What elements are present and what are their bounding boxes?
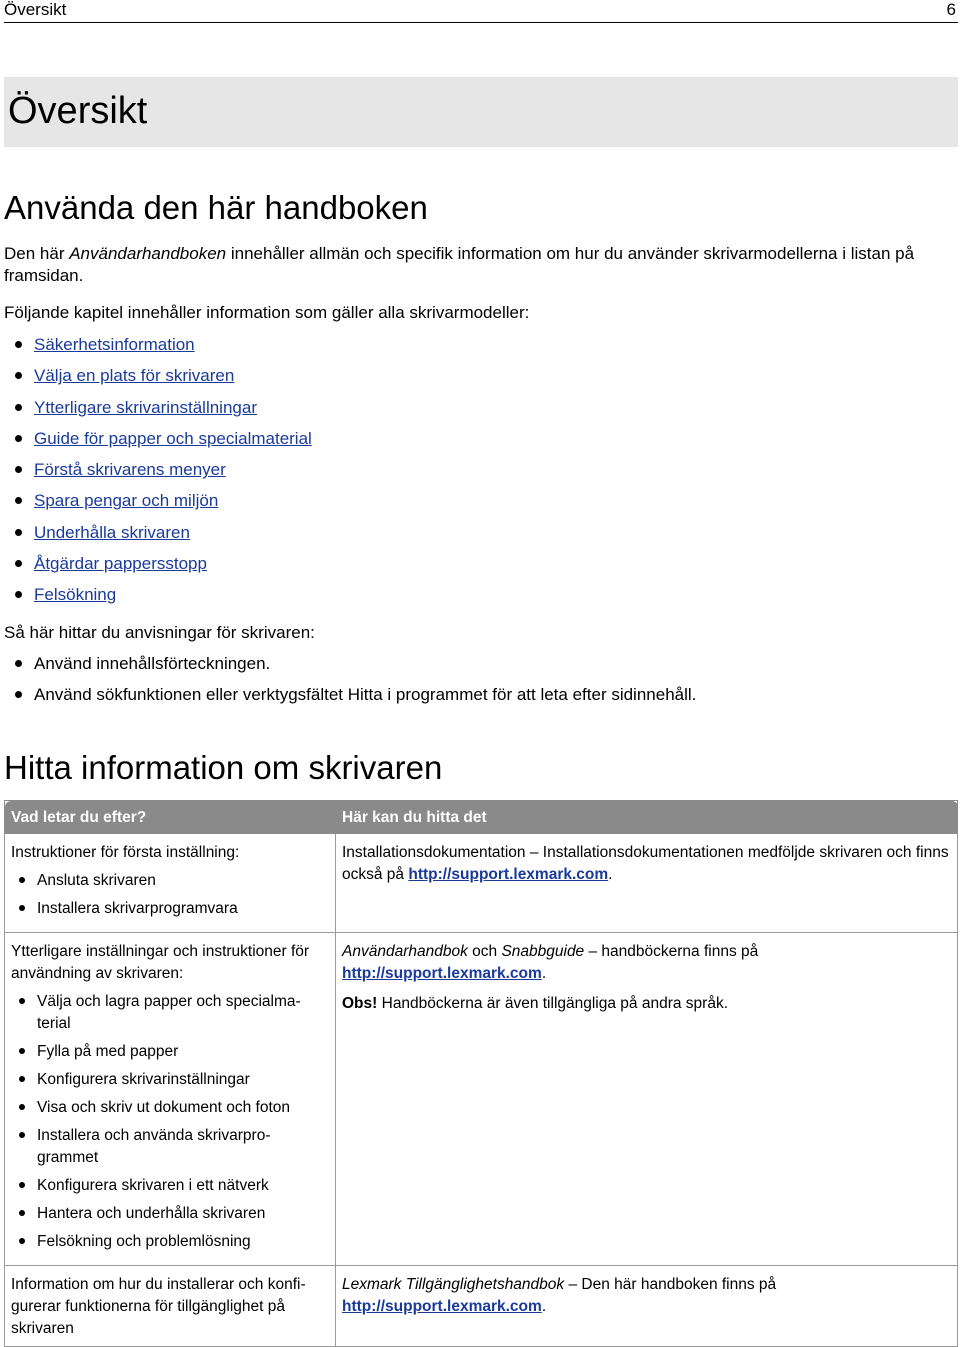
chapter-link[interactable]: Felsökning	[34, 585, 117, 605]
find-intro: Så här hittar du anvisningar för skrivaren:	[4, 623, 315, 642]
list-item: Konfigurera skrivarinställningar	[11, 1069, 329, 1091]
chapter-link[interactable]: Åtgärdar pappersstopp	[34, 554, 207, 574]
table-header-row	[5, 801, 958, 834]
table-cell: Lexmark Tillgänglighetshandbok – Den här handboken finns på http://support.lexmark.com.	[336, 1266, 958, 1347]
info-table	[4, 800, 958, 1347]
chapter-link[interactable]: Välja en plats för skrivaren	[34, 366, 235, 386]
support-link[interactable]: http://support.lexmark.com	[408, 866, 609, 883]
list-item: Fylla på med papper	[11, 1041, 329, 1063]
table-row	[5, 834, 958, 933]
chapter-link[interactable]: Förstå skrivarens menyer	[34, 460, 226, 480]
list-item	[4, 365, 312, 396]
list-item: Hantera och underhålla skrivaren	[11, 1203, 329, 1225]
table-row	[5, 933, 958, 1266]
running-header	[4, 0, 958, 23]
chapter-link[interactable]: Underhålla skrivaren	[34, 522, 190, 542]
list-item: Ansluta skrivaren	[11, 870, 329, 892]
find-list	[4, 653, 696, 716]
list-item: Använd sökfunktionen eller verktygsfältet Hitta i programmet för att leta efter sidinnehåll.	[4, 684, 696, 715]
table-row	[5, 1266, 958, 1347]
list-item: Felsökning och problemlösning	[11, 1231, 329, 1253]
column-header: Här kan du hitta det	[336, 801, 958, 834]
list-item: Installera skrivarprogramvara	[11, 898, 329, 920]
chapter-banner	[4, 77, 958, 147]
section-title-find-info: Hitta information om skrivaren	[4, 749, 443, 786]
list-item: Använd innehållsförteckningen.	[4, 653, 696, 684]
table-cell: Information om hur du installerar och konfi-gurerar funktionerna för tillgänglighet på skrivaren	[5, 1266, 336, 1347]
chapter-title: Översikt	[8, 90, 148, 132]
header-title: Översikt	[4, 0, 67, 19]
column-header: Vad letar du efter?	[5, 801, 336, 834]
list-item	[4, 397, 312, 428]
list-item	[4, 428, 312, 459]
chapter-link[interactable]: Guide för papper och specialmaterial	[34, 428, 312, 448]
list-item	[4, 584, 312, 615]
note-label: Obs!	[342, 995, 378, 1012]
table-cell: Instruktioner för första inställning: Ansluta skrivaren Installera skrivarprogramvara	[5, 834, 336, 933]
list-item: Visa och skriv ut dokument och foton	[11, 1097, 329, 1119]
list-item: Välja och lagra papper och specialma-terial	[11, 991, 329, 1035]
guide-name: Användarhandboken	[69, 244, 227, 263]
support-link[interactable]: http://support.lexmark.com	[342, 1298, 542, 1315]
list-item: Installera och använda skrivarpro-grammet	[11, 1125, 329, 1169]
list-item	[4, 522, 312, 553]
chapter-link[interactable]: Spara pengar och miljön	[34, 491, 219, 511]
note: Obs! Handböckerna är även tillgängliga på andra språk.	[342, 995, 729, 1012]
list-item	[4, 553, 312, 584]
chapter-link[interactable]: Ytterligare skrivarinställningar	[34, 397, 257, 417]
chapters-intro: Följande kapitel innehåller information som gäller alla skrivarmodeller:	[4, 303, 530, 322]
list-item: Konfigurera skrivaren i ett nätverk	[11, 1175, 329, 1197]
support-link[interactable]: http://support.lexmark.com	[342, 965, 542, 982]
intro-paragraph: Den här Användarhandboken innehåller allmän och specifik information om hur du använder skrivarmodellerna i listan på framsidan.	[4, 244, 915, 285]
list-item	[4, 334, 312, 365]
table-cell: Användarhandbok och Snabbguide – handböckerna finns på http://support.lexmark.com. Obs! Handböckerna är även tillgängliga på andra språk.	[336, 933, 958, 1266]
chapter-link[interactable]: Säkerhetsinformation	[34, 335, 195, 354]
chapter-link-list	[4, 334, 312, 616]
table-cell: Ytterligare inställningar och instruktioner för användning av skrivaren: Välja och lagra papper och specialma-terial Fylla på med papper Konfigurera skrivarinställningar Visa och skriv ut dokument och foton Installera och använda skrivarpro-grammet Konfigurera skrivaren i ett nätverk Hantera och underhålla skrivaren Felsökning och problemlösning	[5, 933, 336, 1266]
page-number: 6	[946, 0, 956, 19]
list-item	[4, 490, 312, 521]
table-cell: Installationsdokumentation – Installationsdokumentationen medföljde skrivaren och finns också på http://support.lexmark.com.	[336, 834, 958, 933]
list-item	[4, 459, 312, 490]
section-title-using-guide: Använda den här handboken	[4, 189, 428, 226]
